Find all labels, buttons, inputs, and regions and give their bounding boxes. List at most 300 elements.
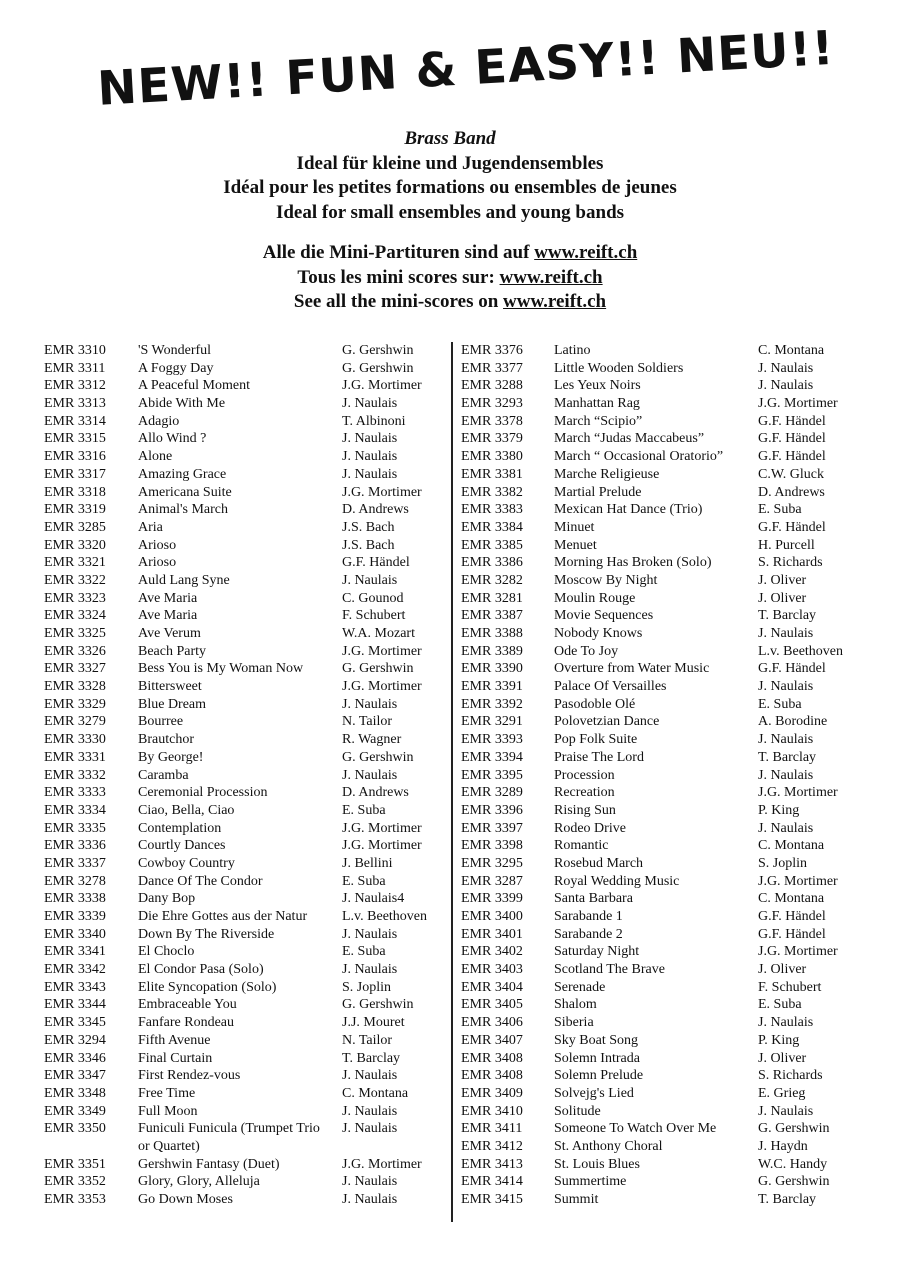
piece-title: Les Yeux Noirs	[554, 378, 641, 394]
catalog-code: EMR 3410	[461, 1103, 523, 1119]
piece-title: Shalom	[554, 997, 597, 1013]
catalog-code: EMR 3323	[44, 590, 106, 606]
catalog-code: EMR 3380	[461, 449, 523, 465]
piece-title: Palace Of Versailles	[554, 679, 667, 695]
catalog-row	[461, 554, 861, 572]
composer-name: D. Andrews	[342, 502, 409, 518]
catalog-code: EMR 3337	[44, 855, 106, 871]
catalog-row	[461, 996, 861, 1014]
composer-name: J. Naulais	[758, 1103, 814, 1119]
piece-title: Santa Barbara	[554, 891, 633, 907]
catalog-row	[461, 342, 861, 360]
piece-title: Solemn Intrada	[554, 1050, 640, 1066]
catalog-row	[44, 448, 444, 466]
piece-title: 'S Wonderful	[138, 343, 212, 358]
piece-title: Movie Sequences	[554, 608, 654, 624]
piece-title: Minuet	[554, 519, 595, 535]
catalog-row	[44, 1067, 444, 1085]
composer-name: S. Joplin	[342, 979, 392, 995]
catalog-row	[461, 767, 861, 785]
catalog-row	[461, 873, 861, 891]
composer-name: J.G. Mortimer	[342, 838, 422, 854]
catalog-row	[44, 855, 444, 873]
catalog-row	[44, 501, 444, 519]
composer-name: J. Naulais	[342, 431, 398, 447]
piece-title: Royal Wedding Music	[554, 873, 680, 889]
composer-name: G. Gershwin	[758, 1174, 830, 1190]
composer-name: J.S. Bach	[342, 519, 395, 535]
catalog-row	[44, 572, 444, 590]
catalog-code: EMR 3408	[461, 1068, 523, 1084]
piece-title: Summit	[554, 1192, 599, 1207]
catalog-column-left	[44, 342, 444, 1209]
composer-name: J. Bellini	[342, 855, 393, 871]
piece-title: Solemn Prelude	[554, 1068, 644, 1084]
composer-name: J. Naulais4	[342, 891, 405, 907]
catalog-code: EMR 3278	[44, 873, 106, 889]
catalog-code: EMR 3406	[461, 1015, 523, 1031]
composer-name: J. Naulais	[758, 360, 814, 376]
catalog-code: EMR 3413	[461, 1156, 523, 1172]
piece-title: Down By The Riverside	[138, 926, 275, 942]
catalog-row	[461, 979, 861, 997]
catalog-code: EMR 3399	[461, 891, 523, 907]
piece-title: Bourree	[138, 714, 184, 730]
piece-title: Free Time	[138, 1085, 196, 1101]
piece-title: Dance Of The Condor	[138, 873, 263, 889]
catalog-row	[44, 1050, 444, 1068]
catalog-code: EMR 3409	[461, 1085, 523, 1101]
piece-title: Summertime	[554, 1174, 627, 1190]
catalog-row	[461, 820, 861, 838]
link-line-fr: Tous les mini scores sur: www.reift.ch	[297, 266, 603, 288]
piece-title: March “Judas Maccabeus”	[554, 431, 705, 447]
catalog-code: EMR 3333	[44, 785, 106, 801]
catalog-code: EMR 3341	[44, 944, 106, 960]
piece-title: Morning Has Broken (Solo)	[554, 555, 712, 571]
catalog-code: EMR 3382	[461, 484, 523, 500]
piece-title: Blue Dream	[138, 696, 207, 712]
catalog-code: EMR 3415	[461, 1192, 523, 1207]
catalog-row	[461, 1156, 861, 1174]
composer-name: J. Naulais	[342, 767, 398, 783]
catalog-code: EMR 3329	[44, 696, 106, 712]
piece-title: March “ Occasional Oratorio”	[554, 449, 724, 465]
piece-title: Arioso	[138, 555, 177, 571]
catalog-row	[44, 1085, 444, 1103]
piece-title: Rodeo Drive	[554, 820, 626, 836]
composer-name: G. Gershwin	[342, 343, 414, 358]
column-divider	[451, 342, 453, 1222]
composer-name: T. Barclay	[342, 1050, 401, 1066]
composer-name: J. Naulais	[342, 396, 398, 412]
piece-title: Elite Syncopation (Solo)	[138, 979, 277, 995]
catalog-row	[461, 749, 861, 767]
composer-name: J. Naulais	[758, 378, 814, 394]
catalog-code: EMR 3312	[44, 378, 106, 394]
piece-title: Praise The Lord	[554, 749, 644, 765]
catalog-code: EMR 3345	[44, 1015, 106, 1031]
composer-name: S. Joplin	[758, 855, 808, 871]
catalog-code: EMR 3327	[44, 661, 106, 677]
composer-name: L.v. Beethoven	[342, 909, 428, 924]
link-line-en: See all the mini-scores on www.reift.ch	[293, 291, 607, 312]
catalog-row	[44, 360, 444, 378]
website-link[interactable]: www.reift.ch	[534, 242, 638, 263]
catalog-code: EMR 3389	[461, 643, 523, 659]
piece-title: Nobody Knows	[554, 626, 643, 641]
composer-name: C. Montana	[758, 838, 825, 854]
piece-title: Ave Maria	[138, 608, 198, 624]
catalog-code: EMR 3310	[44, 343, 106, 358]
piece-title: Serenade	[554, 979, 606, 995]
piece-title: Adagio	[138, 413, 180, 429]
piece-title: Marche Religieuse	[554, 466, 660, 482]
piece-title: Aria	[138, 519, 163, 535]
catalog-row	[44, 660, 444, 678]
composer-name: D. Andrews	[342, 785, 409, 801]
catalog-row	[461, 1050, 861, 1068]
catalog-row	[44, 395, 444, 413]
composer-name: J.G. Mortimer	[342, 679, 422, 695]
composer-name: E. Suba	[758, 502, 802, 518]
composer-name: G. Gershwin	[758, 1121, 830, 1137]
piece-title: Die Ehre Gottes aus der Natur	[138, 909, 308, 924]
catalog-row	[461, 802, 861, 820]
catalog-row	[44, 696, 444, 714]
catalog-row	[461, 961, 861, 979]
piece-title: Ciao, Bella, Ciao	[138, 802, 235, 818]
piece-title: Moulin Rouge	[554, 590, 636, 606]
catalog-code: EMR 3378	[461, 413, 523, 429]
composer-name: T. Albinoni	[342, 413, 406, 429]
composer-name: A. Borodine	[758, 714, 828, 730]
composer-name: J. Naulais	[342, 1121, 398, 1137]
composer-name: J.G. Mortimer	[342, 820, 422, 836]
composer-name: C. Montana	[758, 343, 825, 358]
catalog-row	[44, 519, 444, 537]
catalog-code: EMR 3322	[44, 572, 106, 588]
composer-name: S. Richards	[758, 555, 823, 571]
website-link[interactable]: www.reift.ch	[503, 291, 607, 312]
composer-name: C. Montana	[342, 1085, 409, 1101]
catalog-code: EMR 3331	[44, 749, 106, 765]
ensemble-type: Brass Band	[404, 128, 496, 149]
composer-name: J. Naulais	[758, 820, 814, 836]
piece-title: Solitude	[554, 1103, 601, 1119]
catalog-row	[461, 855, 861, 873]
composer-name: G. Gershwin	[342, 997, 414, 1013]
piece-title: Rising Sun	[554, 802, 616, 818]
catalog-code: EMR 3404	[461, 979, 523, 995]
catalog-code: EMR 3392	[461, 696, 523, 712]
catalog-row	[461, 448, 861, 466]
composer-name: G.F. Händel	[758, 449, 826, 465]
catalog-row	[461, 590, 861, 608]
catalog-code: EMR 3289	[461, 785, 523, 801]
piece-title: Solvejg's Lied	[554, 1085, 634, 1101]
catalog-code: EMR 3405	[461, 997, 523, 1013]
catalog-row	[44, 1032, 444, 1050]
catalog-row	[44, 413, 444, 431]
composer-name: J. Oliver	[758, 1050, 807, 1066]
composer-name: J.G. Mortimer	[758, 944, 838, 960]
catalog-row	[461, 1067, 861, 1085]
catalog-code: EMR 3293	[461, 396, 523, 412]
composer-name: G.F. Händel	[758, 413, 826, 429]
catalog-row	[461, 360, 861, 378]
catalog-row	[461, 943, 861, 961]
catalog-code: EMR 3385	[461, 537, 523, 553]
piece-title: Bittersweet	[138, 679, 202, 695]
catalog-code: EMR 3394	[461, 749, 523, 765]
catalog-code: EMR 3279	[44, 714, 106, 730]
piece-title: Glory, Glory, Alleluja	[138, 1174, 260, 1190]
piece-title: First Rendez-vous	[138, 1068, 241, 1084]
composer-name: E. Suba	[758, 997, 802, 1013]
catalog-row	[44, 377, 444, 395]
catalog-code: EMR 3397	[461, 820, 523, 836]
catalog-row	[461, 713, 861, 731]
catalog-code: EMR 3318	[44, 484, 106, 500]
composer-name: J.S. Bach	[342, 537, 395, 553]
piece-title: Beach Party	[138, 643, 207, 659]
catalog-row	[44, 643, 444, 661]
catalog-row	[461, 519, 861, 537]
catalog-code: EMR 3393	[461, 732, 523, 748]
catalog-row	[44, 1014, 444, 1032]
piece-title: Abide With Me	[138, 396, 226, 412]
catalog-code: EMR 3401	[461, 926, 523, 942]
composer-name: J. Naulais	[342, 696, 398, 712]
catalog-code: EMR 3324	[44, 608, 106, 624]
piece-title: Pasodoble Olé	[554, 696, 636, 712]
piece-title: Ode To Joy	[554, 643, 619, 659]
catalog-row	[44, 678, 444, 696]
piece-title: Romantic	[554, 838, 609, 854]
composer-name: C.W. Gluck	[758, 466, 824, 482]
composer-name: J. Haydn	[758, 1138, 808, 1154]
catalog-code: EMR 3295	[461, 855, 523, 871]
composer-name: J. Naulais	[342, 1174, 398, 1190]
composer-name: N. Tailor	[342, 714, 393, 730]
composer-name: T. Barclay	[758, 749, 817, 765]
catalog-code: EMR 3336	[44, 838, 106, 854]
catalog-row	[44, 996, 444, 1014]
catalog-row	[44, 625, 444, 643]
catalog-code: EMR 3348	[44, 1085, 106, 1101]
catalog-code: EMR 3379	[461, 431, 523, 447]
composer-name: J. Oliver	[758, 962, 807, 978]
catalog-code: EMR 3285	[44, 519, 106, 535]
composer-name: E. Suba	[342, 802, 386, 818]
composer-name: J. Naulais	[342, 1103, 398, 1119]
catalog-row	[461, 1138, 861, 1156]
catalog-row	[44, 926, 444, 944]
composer-name: E. Grieg	[758, 1085, 806, 1101]
catalog-code: EMR 3332	[44, 767, 106, 783]
piece-title: Dany Bop	[138, 891, 196, 907]
catalog-code: EMR 3383	[461, 502, 523, 518]
catalog-code: EMR 3400	[461, 909, 523, 924]
catalog-code: EMR 3407	[461, 1032, 523, 1048]
composer-name: G.F. Händel	[758, 431, 826, 447]
website-link[interactable]: www.reift.ch	[499, 266, 603, 288]
catalog-code: EMR 3288	[461, 378, 523, 394]
composer-name: C. Montana	[758, 891, 825, 907]
piece-title: Someone To Watch Over Me	[554, 1121, 717, 1137]
piece-title: Brautchor	[138, 732, 194, 748]
catalog-row	[44, 1191, 444, 1209]
catalog-code: EMR 3396	[461, 802, 523, 818]
catalog-code: EMR 3313	[44, 396, 106, 412]
catalog-code: EMR 3314	[44, 413, 106, 429]
piece-title: Caramba	[138, 767, 189, 783]
catalog-row	[461, 908, 861, 926]
catalog-row	[461, 1173, 861, 1191]
catalog-row	[44, 1103, 444, 1121]
catalog-row	[44, 961, 444, 979]
piece-title: Polovetzian Dance	[554, 714, 660, 730]
catalog-row	[461, 1191, 861, 1209]
piece-title: Fanfare Rondeau	[138, 1015, 235, 1031]
piece-title: Go Down Moses	[138, 1192, 233, 1208]
composer-name: W.A. Mozart	[342, 626, 415, 641]
catalog-row	[44, 784, 444, 802]
catalog-code: EMR 3316	[44, 449, 106, 465]
catalog-code: EMR 3398	[461, 838, 523, 854]
piece-title: El Choclo	[138, 944, 195, 960]
catalog-code: EMR 3376	[461, 343, 523, 358]
composer-name: J. Naulais	[342, 1068, 398, 1084]
piece-title: Courtly Dances	[138, 838, 226, 854]
catalog-row	[461, 1014, 861, 1032]
composer-name: J. Naulais	[342, 466, 398, 482]
composer-name: J.G. Mortimer	[342, 643, 422, 659]
catalog-code: EMR 3346	[44, 1050, 106, 1066]
piece-title: Contemplation	[138, 820, 222, 836]
catalog-code: EMR 3325	[44, 626, 106, 641]
piece-title: Moscow By Night	[554, 572, 658, 588]
catalog-code: EMR 3343	[44, 979, 106, 995]
catalog-row	[44, 749, 444, 767]
piece-title: Sarabande 1	[554, 909, 623, 924]
composer-name: J.G. Mortimer	[342, 1156, 422, 1172]
link-line-de: Alle die Mini-Partituren sind auf www.reift.ch	[262, 242, 638, 263]
piece-title: By George!	[138, 749, 204, 765]
intro-block	[0, 127, 900, 225]
composer-name: G. Gershwin	[342, 661, 414, 677]
catalog-row	[461, 696, 861, 714]
catalog-row	[44, 979, 444, 997]
catalog-row	[461, 484, 861, 502]
piece-title: St. Louis Blues	[554, 1156, 640, 1172]
piece-title: A Peaceful Moment	[138, 378, 250, 394]
catalog-row	[461, 1032, 861, 1050]
catalog-row	[461, 1085, 861, 1103]
catalog-code: EMR 3320	[44, 537, 106, 553]
composer-name: R. Wagner	[342, 732, 402, 748]
composer-name: J. Naulais	[342, 962, 398, 978]
composer-name: E. Suba	[342, 873, 386, 889]
catalog-row	[461, 430, 861, 448]
catalog-code: EMR 3328	[44, 679, 106, 695]
headline	[92, 20, 836, 134]
catalog-code: EMR 3330	[44, 732, 106, 748]
composer-name: E. Suba	[758, 696, 802, 712]
catalog-row	[461, 501, 861, 519]
composer-name: J. Oliver	[758, 572, 807, 588]
piece-title: Sky Boat Song	[554, 1032, 639, 1048]
piece-title: Final Curtain	[138, 1050, 213, 1066]
composer-name: J.G. Mortimer	[758, 873, 838, 889]
piece-title: Sarabande 2	[554, 926, 623, 942]
catalog-code: EMR 3388	[461, 626, 523, 641]
composer-name: N. Tailor	[342, 1032, 393, 1048]
piece-title: Embraceable You	[138, 997, 237, 1013]
catalog-row	[44, 767, 444, 785]
catalog-row	[461, 678, 861, 696]
piece-title: El Condor Pasa (Solo)	[138, 962, 264, 978]
catalog-code: EMR 3351	[44, 1156, 106, 1172]
catalog-code: EMR 3340	[44, 926, 106, 942]
piece-title: Scotland The Brave	[554, 962, 665, 978]
composer-name: D. Andrews	[758, 484, 825, 500]
catalog-code: EMR 3281	[461, 590, 523, 606]
composer-name: E. Suba	[342, 944, 386, 960]
composer-name: G.F. Händel	[758, 519, 826, 535]
catalog-code: EMR 3326	[44, 643, 106, 659]
catalog-row	[461, 607, 861, 625]
catalog-row	[44, 1120, 444, 1155]
catalog-row	[461, 572, 861, 590]
catalog-row	[44, 820, 444, 838]
piece-title: Rosebud March	[554, 855, 644, 871]
composer-name: J. Naulais	[342, 926, 398, 942]
composer-name: G.F. Händel	[342, 555, 410, 571]
composer-name: J. Naulais	[758, 767, 814, 783]
catalog-code: EMR 3294	[44, 1032, 106, 1048]
composer-name: G. Gershwin	[342, 360, 414, 376]
catalog-column-right	[461, 342, 861, 1209]
piece-title: Cowboy Country	[138, 855, 235, 871]
catalog-row	[461, 1120, 861, 1138]
piece-title: Menuet	[554, 537, 597, 553]
piece-title: Alone	[138, 449, 173, 465]
catalog-row	[461, 377, 861, 395]
catalog-row	[44, 554, 444, 572]
catalog-row	[44, 590, 444, 608]
catalog-code: EMR 3384	[461, 519, 523, 535]
catalog-code: EMR 3408	[461, 1050, 523, 1066]
intro-line-de: Ideal für kleine und Jugendensembles	[296, 152, 604, 174]
composer-name: H. Purcell	[758, 537, 815, 553]
catalog-code: EMR 3352	[44, 1174, 106, 1190]
catalog-code: EMR 3291	[461, 714, 523, 730]
catalog-code: EMR 3338	[44, 891, 106, 907]
catalog-row	[461, 890, 861, 908]
piece-title: March “Scipio”	[554, 413, 643, 429]
composer-name: L.v. Beethoven	[758, 643, 844, 659]
catalog-row	[44, 1173, 444, 1191]
catalog-code: EMR 3387	[461, 608, 523, 624]
catalog-code: EMR 3395	[461, 767, 523, 783]
catalog-code: EMR 3390	[461, 661, 523, 677]
piece-title: Pop Folk Suite	[554, 732, 638, 748]
intro-line-fr: Idéal pour les petites formations ou ensembles de jeunes	[223, 177, 677, 198]
composer-name: F. Schubert	[342, 608, 406, 624]
composer-name: T. Barclay	[758, 1192, 817, 1207]
